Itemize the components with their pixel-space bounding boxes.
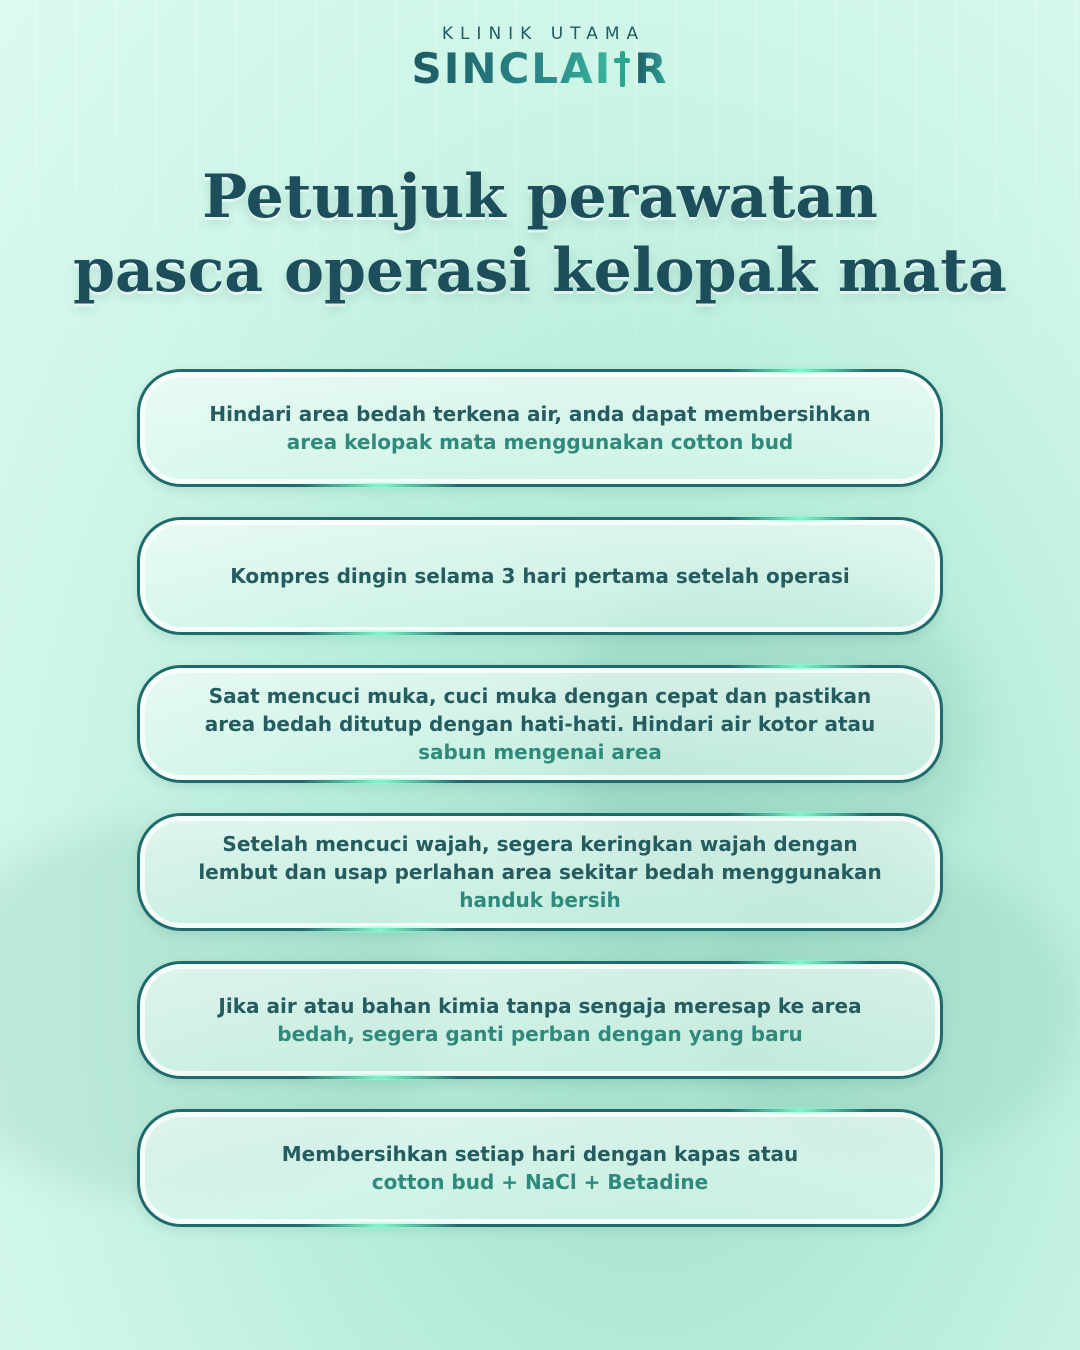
brand-name-left: SINCLAI bbox=[411, 44, 613, 93]
tip-text bbox=[232, 1140, 849, 1196]
tip-line: Setelah mencuci wajah, segera keringkan wajah dengan bbox=[222, 832, 858, 856]
medical-cross-icon bbox=[614, 51, 630, 87]
page-title bbox=[40, 160, 1040, 308]
tip-card bbox=[137, 1109, 943, 1227]
tips-list bbox=[137, 369, 943, 1257]
page-title-line-1: Petunjuk perawatan bbox=[202, 162, 878, 232]
tip-line: Saat mencuci muka, cuci muka dengan cepat dan pastikan bbox=[208, 684, 872, 708]
tip-line: area kelopak mata menggunakan cotton bud bbox=[286, 430, 794, 454]
tip-line: lembut dan usap perlahan area sekitar bedah menggunakan bbox=[198, 860, 882, 884]
page-title-line-2: pasca operasi kelopak mata bbox=[73, 236, 1007, 306]
tip-line: sabun mengenai area bbox=[418, 740, 662, 764]
brand-logo bbox=[0, 24, 1080, 93]
tip-line: Kompres dingin selama 3 hari pertama setelah operasi bbox=[230, 564, 850, 588]
tip-line: Membersihkan setiap hari dengan kapas atau bbox=[281, 1142, 799, 1166]
tip-line: Jika air atau bahan kimia tanpa sengaja meresap ke area bbox=[218, 994, 862, 1018]
tip-text bbox=[168, 992, 911, 1048]
tip-line: cotton bud + NaCl + Betadine bbox=[371, 1170, 709, 1194]
tip-text bbox=[148, 830, 931, 914]
tip-line: area bedah ditutup dengan hati-hati. Hindari air kotor atau bbox=[204, 712, 876, 736]
tip-text bbox=[180, 562, 900, 590]
tip-card bbox=[137, 517, 943, 635]
tip-text bbox=[159, 400, 920, 456]
tip-text bbox=[155, 682, 926, 766]
tip-line: bedah, segera ganti perban dengan yang baru bbox=[277, 1022, 803, 1046]
tip-card bbox=[137, 369, 943, 487]
tip-line: handuk bersih bbox=[459, 888, 621, 912]
brand-name bbox=[411, 44, 669, 93]
tip-card bbox=[137, 665, 943, 783]
brand-name-right: R bbox=[634, 44, 669, 93]
brand-subtitle: KLINIK UTAMA bbox=[441, 24, 646, 44]
tip-card bbox=[137, 961, 943, 1079]
tip-line: Hindari area bedah terkena air, anda dapat membersihkan bbox=[209, 402, 871, 426]
tip-card bbox=[137, 813, 943, 931]
